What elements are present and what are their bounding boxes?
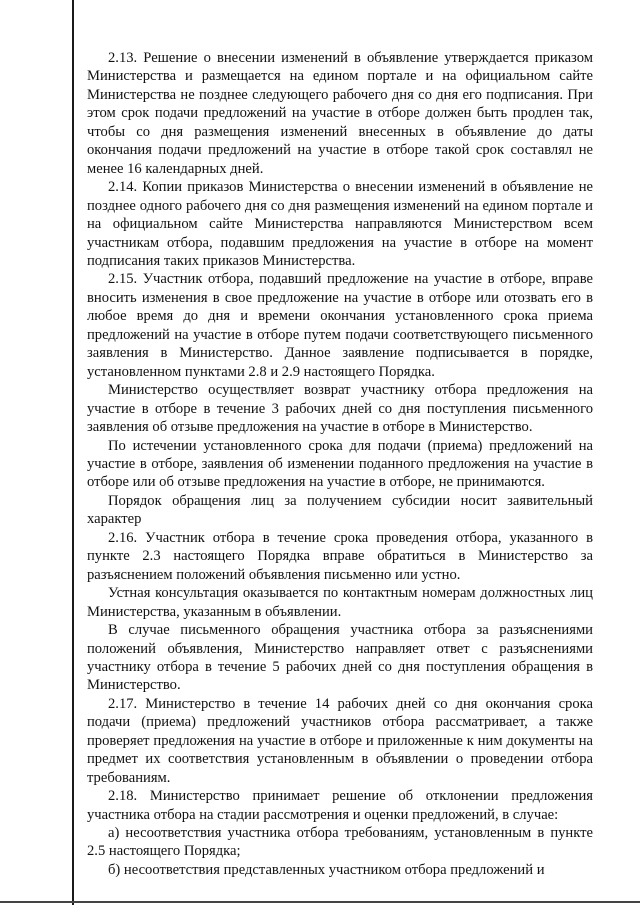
paragraph-2-18: 2.18. Министерство принимает решение об отклонении предложения участника отбора на стадии рассмотрения и оценки предложений, в случае:	[87, 788, 593, 823]
paragraph-2-17: 2.17. Министерство в течение 14 рабочих дней со дня окончания срока подачи (приема) предложений участников отбора рассматривает, а также проверяет предложения на участие в отборе и приложенные к ним документы на предмет их соответствия установленным в объявлении о проведении отбора требованиям.	[87, 695, 593, 786]
paragraph-2-18-b: б) несоответствия представленных участником отбора предложений и	[108, 861, 545, 878]
document-body	[87, 49, 593, 879]
paragraph-after-deadline: По истечении установленного срока для подачи (приема) предложений на участие в отборе, заявления об изменении поданного предложения на участие в отборе или об отзыве предложения на участие в отборе, не принимаются.	[87, 437, 593, 491]
binding-margin-line	[72, 0, 74, 905]
paragraph-oral-consultation: Устная консультация оказывается по контактным номерам должностных лиц Министерства, указанным в объявлении.	[87, 585, 593, 620]
paragraph-application-nature: Порядок обращения лиц за получением субсидии носит заявительный характер	[87, 492, 593, 528]
paragraph-2-18-a: а) несоответствия участника отбора требованиям, установленным в пункте 2.5 настоящего Порядка;	[87, 825, 593, 860]
paragraph-2-15: 2.15. Участник отбора, подавший предложение на участие в отборе, вправе вносить изменения в свое предложение на участие в отборе или отозвать его в любое время до дня и времени окончания установленного срока приема предложений на участие в отборе путем подачи соответствующего письменного заявления в Министерство. Данное заявление подписывается в порядке, установленном пунктами 2.8 и 2.9 настоящего Порядка.	[87, 271, 593, 380]
paragraph-2-13: 2.13. Решение о внесении изменений в объявление утверждается приказом Министерства и размещается на едином портале и на официальном сайте Министерства не позднее следующего рабочего дня со дня его подписания. При этом срок подачи предложений на участие в отборе должен быть продлен так, чтобы со дня размещения изменений внесенных в объявление до даты окончания подачи предложений на участие в отборе такой срок составлял не менее 16 календарных дней.	[87, 50, 593, 177]
page-bottom-edge	[0, 901, 640, 903]
paragraph-return-of-proposal: Министерство осуществляет возврат участнику отбора предложения на участие в отборе в течение 3 рабочих дней со дня поступления письменного заявления об отзыве предложения на участие в отборе в Министерство.	[87, 382, 593, 436]
paragraph-2-14: 2.14. Копии приказов Министерства о внесении изменений в объявление не позднее одного рабочего дня со дня размещения изменений на едином портале и на официальном сайте Министерства направляются Министерством всем участникам отбора, подавшим предложения на участие в отборе на момент подписания таких приказов Министерства.	[87, 179, 593, 269]
paragraph-written-request: В случае письменного обращения участника отбора за разъяснениями положений объявления, Министерство направляет ответ с разъяснениями участнику отбора в течение 5 рабочих дней со дня поступления обращения в Министерство.	[87, 622, 593, 694]
paragraph-2-16: 2.16. Участник отбора в течение срока проведения отбора, указанного в пункте 2.3 настоящего Порядка вправе обратиться в Министерство за разъяснением положений объявления письменно или устно.	[87, 529, 593, 583]
